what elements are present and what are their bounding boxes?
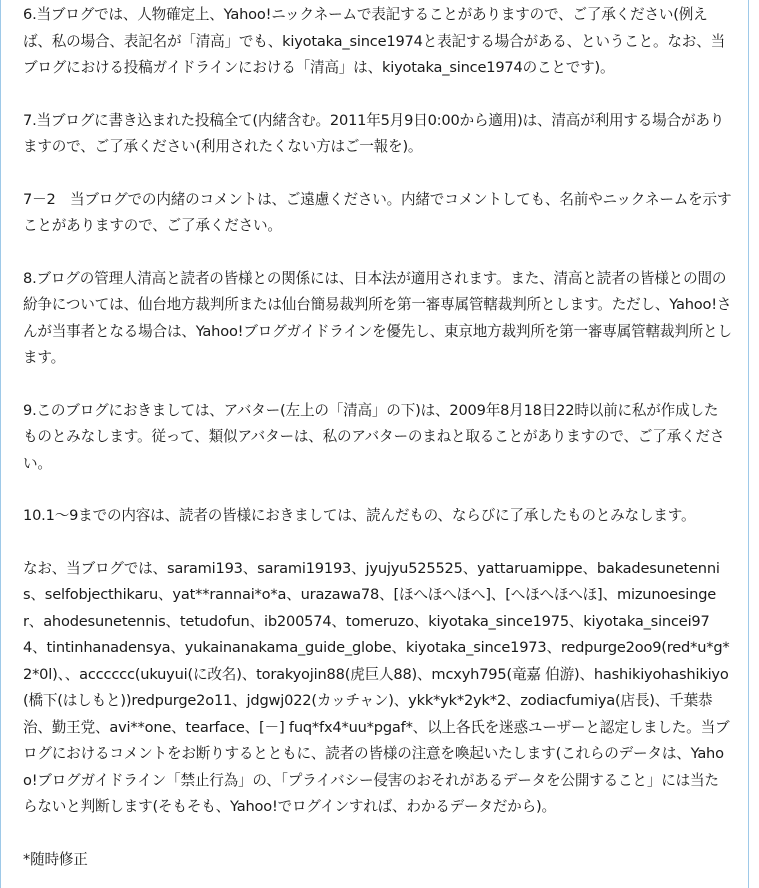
rule-9-paragraph: 9.このブログにおきましては、アバター(左上の「清高」の下)は、2009年8月18日22時以前に私が作成したものとみなします。従って、類似アバターは、私のアバターのまねと取ることがありますので、ご了承ください。	[23, 401, 725, 472]
rule-7-2-paragraph: 7－2 当ブログでの内緒のコメントは、ご遠慮ください。内緒でコメントしても、名前やニックネームを示すことがありますので、ご了承ください。	[23, 190, 732, 234]
nuisance-users-paragraph: なお、当ブログでは、sarami193、sarami19193、jyujyu525525、yattaruamippe、bakadesunetennis、selfobjecthikaru、yat**rannai*o*a、urazawa78、[ほへほへほへ]、[へほへほへほ]、mizunoesinger、ahodesunetennis、tetudofun、ib200574、tomeruzo、kiyotaka_since1975、kiyotaka_sincei974、tintinhanadensya、yukainanakama_guide_globe、kiyotaka_since1973、redpurge2oo9(red*u*g*2*0l)、、acccccc(ukuyui(に改名)、torakyojin88(虎巨人88)、mcxyh795(竜嘉 伯游)、hashikiyohashikiyo(橋下(はしもと))redpurge2o11、jdgwj022(カッチャン)、ykk*yk*2yk*2、zodiacfumiya(店長)、千葉恭治、勤王党、avi**one、tearface、[－] fuq*fx4*uu*pgaf*、以上各氏を迷惑ユーザーと認定しました。当ブログにおけるコメントをお断りするとともに、読者の皆様の注意を喚起いたします(これらのデータは、Yahoo!ブログガイドライン「禁止行為」の、「プライバシー侵害のおそれがあるデータを公開すること」には当たらないと判断します(そもそも、Yahoo!でログインすれば、わかるデータだから)。	[23, 559, 730, 815]
rule-7-paragraph: 7.当ブログに書き込まれた投稿全て(内緒含む。2011年5月9日0:00から適用)は、清高が利用する場合がありますので、ご了承ください(利用されたくない方はご一報を)。	[23, 111, 725, 155]
rule-6-paragraph: 6.当ブログでは、人物確定上、Yahoo!ニックネームで表記することがありますので、ご了承ください(例えば、私の場合、表記名が「清高」でも、kiyotaka_since1974と表記する場合がある、ということ。なお、当ブログにおける投稿ガイドラインにおける「清高」は、kiyotaka_since1974のことです)。	[23, 6, 725, 76]
rule-10-paragraph: 10.1～9までの内容は、読者の皆様におきましては、読んだもの、ならびに了承したものとみなします。	[23, 507, 696, 524]
revision-note: *随時修正	[23, 850, 88, 868]
rule-8-paragraph: 8.ブログの管理人清高と読者の皆様との関係には、日本法が適用されます。また、清高と読者の皆様との間の紛争については、仙台地方裁判所または仙台簡易裁判所を第一審専属管轄裁判所とします。ただし、Yahoo!さんが当事者となる場合は、Yahoo!ブログガイドラインを優先し、東京地方裁判所を第一審専属管轄裁判所とします。	[23, 269, 732, 366]
